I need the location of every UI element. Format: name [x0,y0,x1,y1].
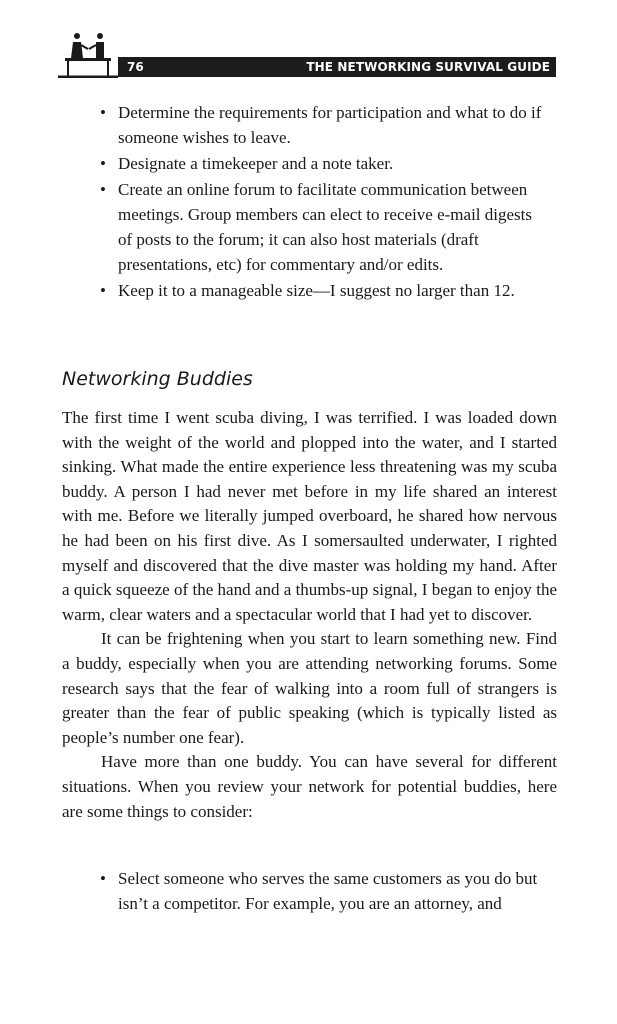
paragraph: Have more than one buddy. You can have several for different situations. When you review your network for potential buddies, here are some things to consider: [62,752,557,821]
bullet-list-top [97,100,547,304]
list-item: • Select someone who serves the same customers as you do but isn’t a competitor. For example, you are an attorney, and [97,866,547,916]
paragraph: The first time I went scuba diving, I was terrified. I was loaded down with the weight of the world and plopped into the water, and I started sinking. What made the entire experience less threatening was my scuba buddy. A person I had never met before in my life shared an interest with me. Before we literally jumped overboard, he shared how nervous he had been on his first dive. As I somersaulted underwater, I righted myself and discovered that the dive master was holding my hand. After a quick squeeze of the hand and a thumbs-up signal, I began to enjoy the warm, clear waters and a spectacular world that I had yet to discover. [62,408,557,624]
list-item: • Determine the requirements for participation and what to do if someone wishes to leave. [97,100,547,150]
bullet-list-bottom [97,866,547,917]
list-item: • Keep it to a manageable size—I suggest no larger than 12. [97,278,547,303]
running-header [118,57,556,77]
page-number: 76 [127,60,144,74]
running-title: THE NETWORKING SURVIVAL GUIDE [306,60,550,74]
section-heading: Networking Buddies [62,368,253,390]
list-item: • Designate a timekeeper and a note taker. [97,151,547,176]
handshake-figures-icon [56,30,118,78]
paragraph: It can be frightening when you start to learn something new. Find a buddy, especially when you are attending networking forums. Some research says that the fear of walking into a room full of strangers is greater than the fear of public speaking (which is typically listed as people’s number one fear). [62,629,557,747]
list-item: • Create an online forum to facilitate communication between meetings. Group members can elect to receive e-mail digests of posts to the forum; it can also host materials (draft presentations, etc) for commentary and/or edits. [97,177,547,277]
body-text [62,406,557,824]
